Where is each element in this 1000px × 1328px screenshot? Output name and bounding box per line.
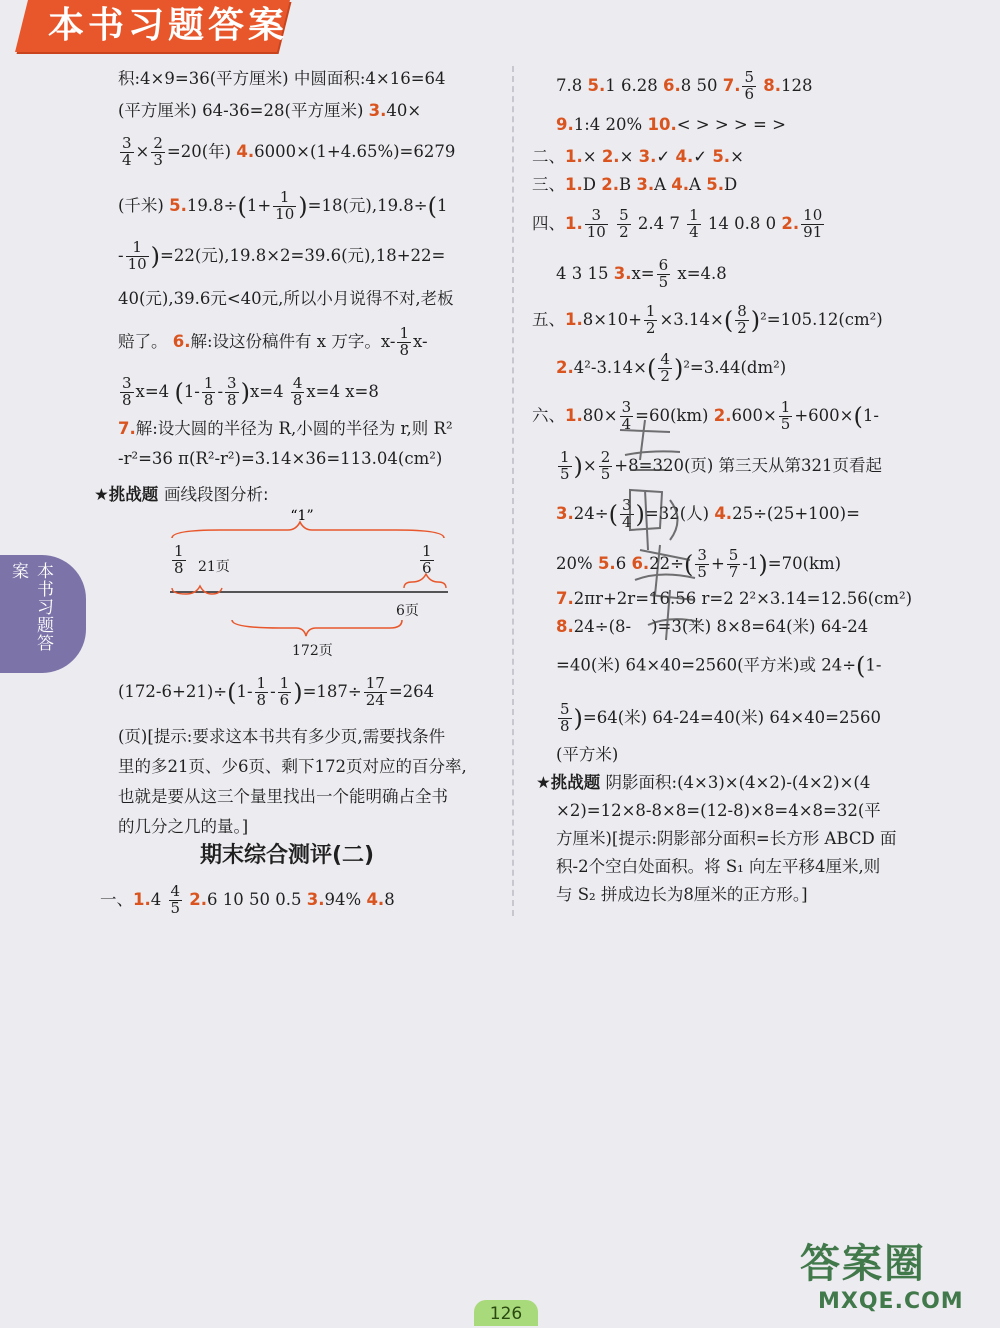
right-line-6: 4 3 15 3.x= $\frac{6}{5}$ x=4.8	[556, 256, 727, 291]
left-line-4: (千米) 5.19.8÷(1+ $\frac{1}{10}$ )=18(元),19.8÷(1	[118, 188, 448, 223]
left-line-10: -r²=36 π(R²-r²)=3.14×36=113.04(cm²)	[118, 449, 443, 468]
side-tab-label: 本书习题答案	[8, 562, 53, 652]
left-line-1: 积:4×9=36(平方厘米) 中圆面积:4×16=64	[118, 69, 446, 88]
challenge-right-2: ×2)=12×8-8×8=(12-8)×8=4×8=32(平	[556, 801, 881, 820]
right-section-3: 三、1.D 2.B 3.A 4.A 5.D	[532, 175, 738, 194]
left-result-line-5: 的几分之几的量。]	[118, 817, 249, 836]
left-line-9: 7.解:设大圆的半径为 R,小圆的半径为 r,则 R²	[118, 419, 453, 438]
right-line-2: 9.1:4 20% 10.< > > > = >	[556, 115, 786, 134]
left-line-5: - $\frac{1}{10}$ )=22(元),19.8×2=39.6(元),18+22=	[118, 238, 446, 273]
column-divider	[512, 66, 514, 916]
right-line-14: 8.24÷(8- )=3(米) 8×8=64(米) 64-24	[556, 617, 869, 636]
left-result-line-2: (页)[提示:要求这本书共有多少页,需要找条件	[118, 727, 446, 746]
left-line-3: $\frac{3}{4}$ × $\frac{2}{3}$ =20(年) 4.6000×(1+4.65%)=6279	[122, 134, 456, 169]
diagram-fraction-1-6: $\frac{1}{6}$	[422, 542, 432, 577]
bottom-brace	[232, 620, 402, 636]
diagram-172-pages: 172页	[292, 643, 333, 659]
left-line-7: 赔了。 6.解:设这份稿件有 x 万字。x- $\frac{1}{8}$ x-	[118, 324, 428, 359]
right-section-5: 五、1.8×10+ $\frac{1}{2}$ ×3.14×( $\frac{8}{2}$ )²=105.12(cm²)	[532, 302, 883, 337]
page-number: 126	[474, 1300, 538, 1326]
diagram-21-pages: 21页	[198, 559, 230, 575]
line-segment-diagram	[160, 508, 460, 658]
challenge-right-5: 与 S₂ 拼成边长为8厘米的正方形。]	[556, 885, 808, 904]
left-result-line-4: 也就是要从这三个量里找出一个能明确占全书	[118, 787, 448, 806]
challenge-right-3: 方厘米)[提示:阴影部分面积=长方形 ABCD 面	[556, 829, 897, 848]
section-title: 期末综合测评(二)	[200, 843, 375, 868]
header-title: 本书习题答案	[48, 5, 289, 46]
right-line-8: 2.4²-3.14×( $\frac{4}{2}$ )²=3.44(dm²)	[556, 350, 787, 385]
right-section-6: 六、1.80× $\frac{3}{4}$ =60(km) 2.600× $\frac{1}{5}$ +600×(1-	[532, 398, 879, 433]
right-line-16: $\frac{5}{8}$ )=64(米) 64-24=40(米) 64×40=2560	[560, 700, 882, 735]
watermark-logo	[800, 1232, 990, 1318]
diagram-6-pages: 6页	[396, 603, 419, 619]
right-section-2: 二、1.× 2.× 3.✓ 4.✓ 5.×	[532, 147, 744, 166]
watermark-top: 答案圈	[800, 1241, 926, 1287]
right-line-10: $\frac{1}{5}$ )× $\frac{2}{5}$ +8=320(页) 第三天从第321页看起	[560, 448, 883, 483]
challenge-label-left: ★挑战题 画线段图分析:	[94, 485, 269, 504]
diagram-top-label: “1”	[290, 508, 314, 524]
challenge-right-1: ★挑战题 阴影面积:(4×3)×(4×2)-(4×2)×(4	[536, 773, 871, 792]
right-line-1: 7.8 5.1 6.28 6.8 50 7. $\frac{5}{6}$ 8.128	[556, 68, 813, 103]
left-line-8: $\frac{3}{8}$ x=4 (1- $\frac{1}{8}$ - $\frac{3}{8}$ )x=4 $\frac{4}{8}$ x=4 x=8	[122, 374, 379, 409]
left-line-6: 40(元),39.6元<40元,所以小月说得不对,老板	[118, 289, 454, 308]
right-line-17: (平方米)	[556, 745, 619, 764]
challenge-right-4: 积-2个空白处面积。将 S₁ 向左平移4厘米,则	[556, 857, 881, 876]
right-section-4: 四、1. $\frac{3}{10}$ $\frac{5}{2}$ 2.4 7 $\frac{1}{4}$ 14 0.8 0 2. $\frac{10}{91}$	[532, 206, 823, 241]
handwriting-scribble	[600, 410, 710, 650]
final-test-line-1: 一、1.4 $\frac{4}{5}$ 2.6 10 50 0.5 3.94% 4.8	[100, 882, 395, 917]
left-result-line-3: 里的多21页、少6页、剩下172页对应的百分率,	[118, 757, 467, 776]
right-line-13: 7.2πr+2r=16.56 r=2 2²×3.14=12.56(cm²)	[556, 589, 913, 608]
left-result-line-1: (172-6+21)÷(1- $\frac{1}{8}$ - $\frac{1}{6}$ )=187÷ $\frac{17}{24}$ =264	[118, 674, 435, 709]
left-line-2: (平方厘米) 64-36=28(平方厘米) 3.40×	[118, 101, 422, 120]
right-line-12: 20% 5.6 6.22÷( $\frac{3}{5}$ + $\frac{5}{7}$ -1)=70(km)	[556, 546, 842, 581]
diagram-fraction-1-8: $\frac{1}{8}$	[174, 542, 184, 577]
watermark-bottom: MXQE.COM	[818, 1289, 964, 1314]
right-line-11: 3.24÷( $\frac{3}{4}$ )=32(人) 4.25÷(25+100)=	[556, 496, 860, 531]
right-line-15: =40(米) 64×40=2560(平方米)或 24÷(1-	[556, 652, 882, 680]
top-brace	[172, 522, 444, 538]
